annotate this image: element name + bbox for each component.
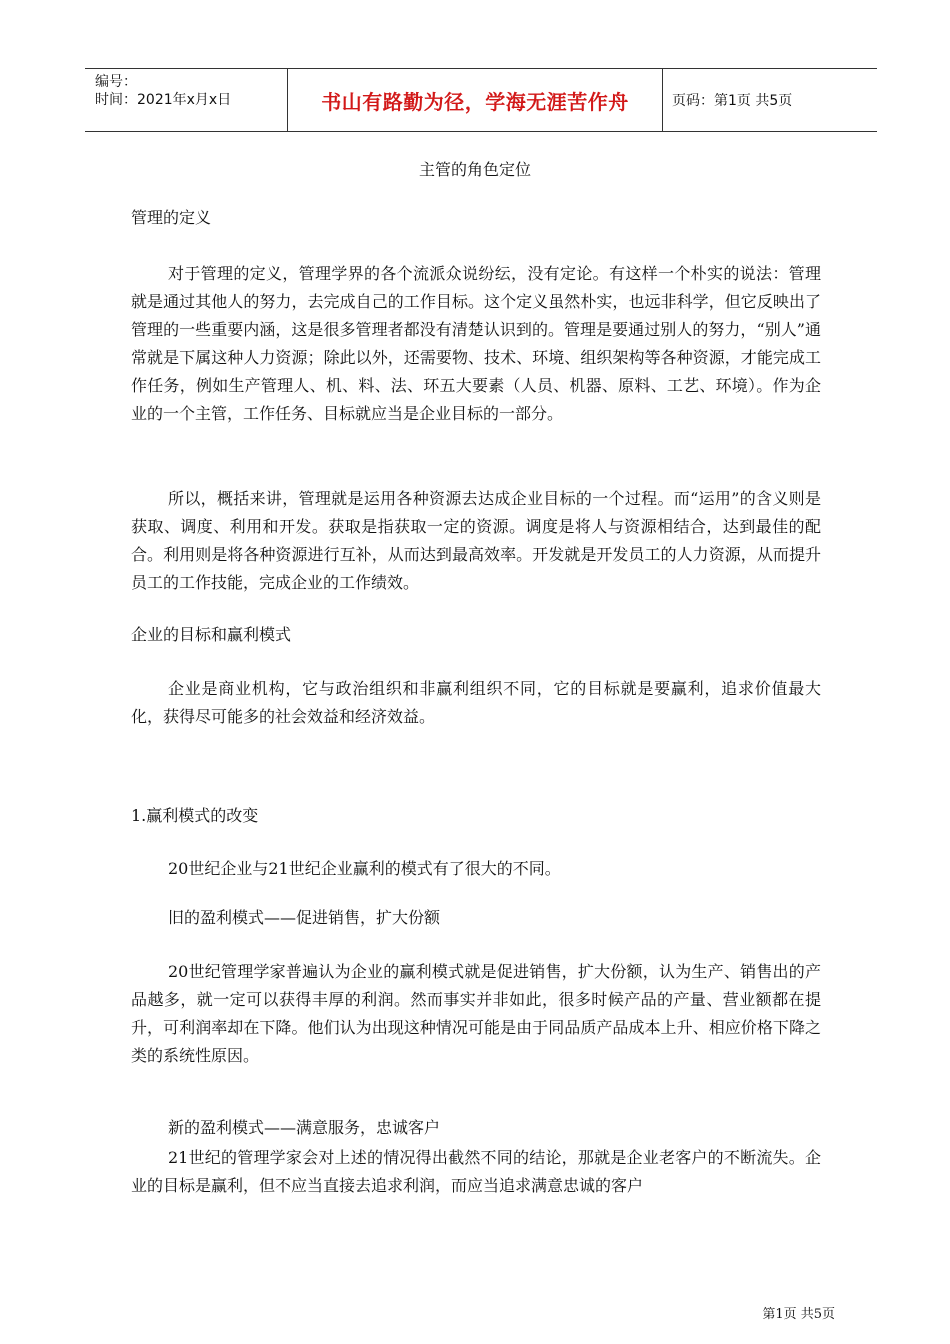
header-meta	[85, 69, 287, 131]
page-footer: 第1页 共5页	[762, 1307, 835, 1322]
header-motto: 书山有路勤为径，学海无涯苦作舟	[321, 89, 629, 114]
subheading-profit-model: 1.赢利模式的改变	[131, 806, 259, 825]
header-number: 编号：	[95, 74, 137, 90]
header-page: 页码：第1页 共5页	[672, 93, 793, 109]
paragraph-5: 旧的盈利模式——促进销售，扩大份额	[168, 908, 441, 927]
header-time: 时间：2021年x月x日	[95, 92, 232, 108]
paragraph-8: 21世纪的管理学家会对上述的情况得出截然不同的结论，那就是企业老客户的不断流失。企业的目标是赢利，但不应当直接去追求利润，而应当追求满意忠诚的客户	[131, 1148, 821, 1195]
paragraph-7: 新的盈利模式——满意服务，忠诚客户	[168, 1118, 441, 1137]
paragraph-3: 企业是商业机构，它与政治组织和非赢利组织不同，它的目标就是要赢利，追求价值最大化，获得尽可能多的社会效益和经济效益。	[131, 679, 821, 726]
paragraph-1: 对于管理的定义，管理学界的各个流派众说纷纭，没有定论。有这样一个朴实的说法：管理就是通过其他人的努力，去完成自己的工作目标。这个定义虽然朴实，也远非科学，但它反映出了管理的一些重要内涵，这是很多管理者都没有清楚认识到的。管理是要通过别人的努力，“别人”通常就是下属这种人力资源；除此以外，还需要物、技术、环境、组织架构等各种资源，才能完成工作任务，例如生产管理人、机、料、法、环五大要素（人员、机器、原料、工艺、环境）。作为企业的一个主管，工作任务、目标就应当是企业目标的一部分。	[131, 264, 821, 423]
header-motto-cell	[287, 69, 663, 131]
paragraph-2: 所以，概括来讲，管理就是运用各种资源去达成企业目标的一个过程。而“运用”的含义则是获取、调度、利用和开发。获取是指获取一定的资源。调度是将人与资源相结合，达到最佳的配合。利用则是将各种资源进行互补，从而达到最高效率。开发就是开发员工的人力资源，从而提升员工的工作技能，完成企业的工作绩效。	[131, 489, 821, 592]
document-title: 主管的角色定位	[418, 160, 531, 179]
document-header	[85, 68, 877, 132]
section-heading-management: 管理的定义	[131, 208, 212, 227]
section-heading-goals: 企业的目标和赢利模式	[131, 625, 292, 644]
paragraph-6: 20世纪管理学家普遍认为企业的赢利模式就是促进销售，扩大份额，认为生产、销售出的产品越多，就一定可以获得丰厚的利润。然而事实并非如此，很多时候产品的产量、营业额都在提升，可利润率却在下降。他们认为出现这种情况可能是由于同品质产品成本上升、相应价格下降之类的系统性原因。	[131, 962, 821, 1065]
paragraph-4: 20世纪企业与21世纪企业赢利的模式有了很大的不同。	[168, 859, 561, 878]
